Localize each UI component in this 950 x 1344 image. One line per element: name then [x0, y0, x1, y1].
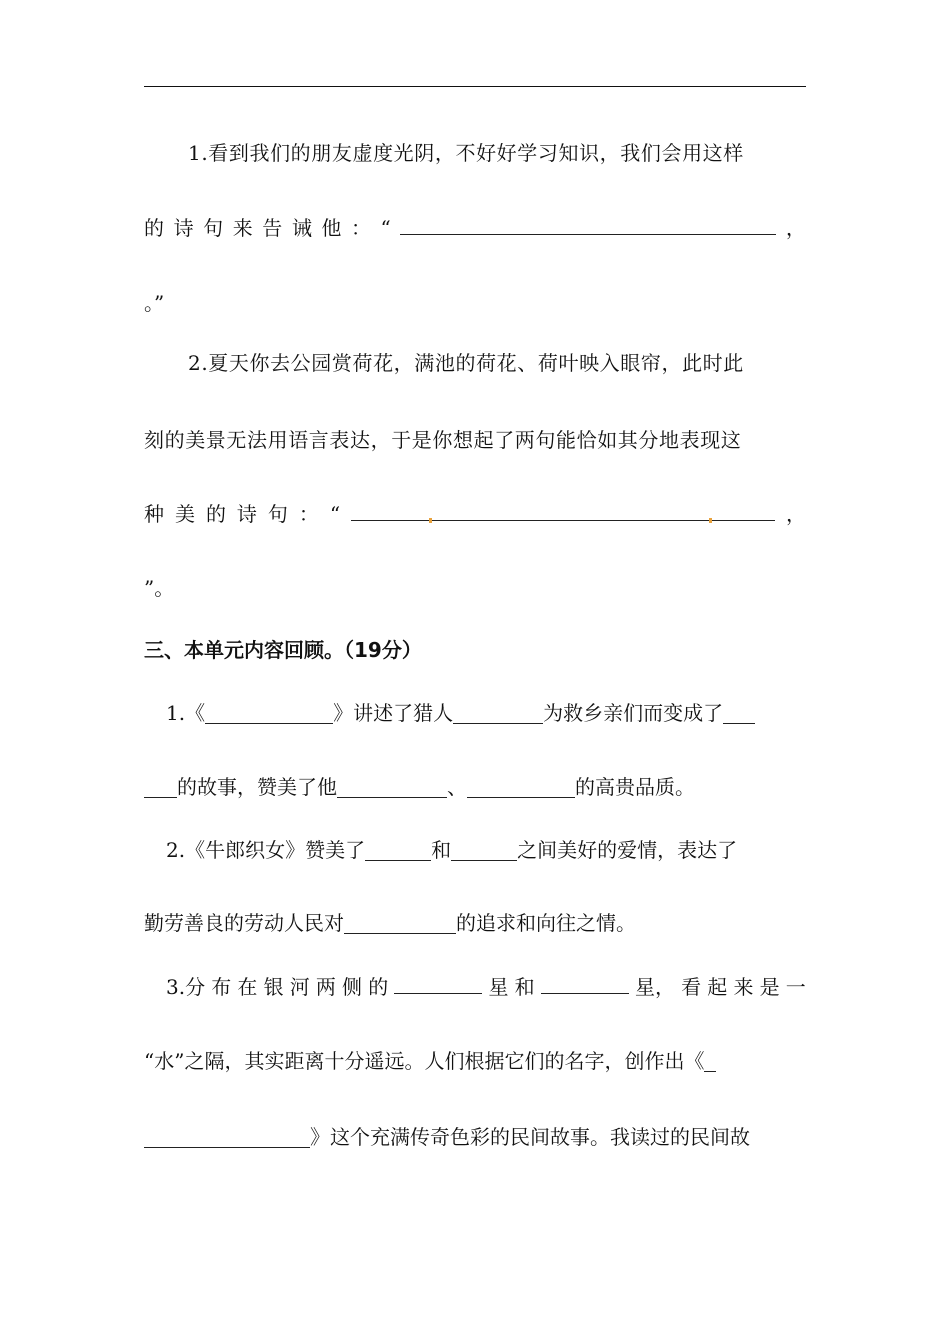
q2-char: 诗 [236, 502, 257, 526]
s3-q2-text: 的追求和向往之情。 [456, 911, 636, 935]
s3-q3-text: 星 [488, 975, 509, 999]
q1-char: 告 [262, 216, 283, 240]
q2-line-4: ”。 [144, 576, 175, 600]
star-blank-1[interactable] [394, 973, 482, 994]
quality-blank-1[interactable] [337, 777, 447, 798]
q1-line-3: 。” [144, 291, 165, 315]
s3-q3-text: 是 [759, 975, 780, 999]
s3-q3-text: 星， [634, 975, 675, 999]
q1-char: 句 [203, 216, 224, 240]
s3-q3-text: 来 [733, 975, 754, 999]
s3-q2-text: 和 [431, 838, 452, 862]
s3-q3-text: 侧 [342, 975, 363, 999]
s3-q3-text: 在 [237, 975, 258, 999]
star-blank-2[interactable] [541, 973, 629, 994]
q1-answer-blank[interactable] [400, 214, 776, 235]
quality-blank-2[interactable] [467, 777, 575, 798]
story-title-blank[interactable] [205, 703, 333, 724]
became-blank-end[interactable] [144, 777, 177, 798]
q2-line-2: 刻的美景无法用语言表达，于是你想起了两句能恰如其分地表现这 [144, 428, 742, 452]
s3-q2-text: 勤劳善良的劳动人民对 [144, 911, 344, 935]
s3-q3-text: 银 [263, 975, 284, 999]
s3-q3-line-2 [144, 1047, 806, 1075]
q1-char: 诫 [291, 216, 312, 240]
q2-answer-blank[interactable] [351, 500, 775, 521]
s3-q3-text: 起 [707, 975, 728, 999]
s3-q3-text: 一 [785, 975, 806, 999]
hunter-name-blank[interactable] [453, 703, 543, 724]
s3-q1-line-1 [144, 699, 806, 727]
q2-char: “ [329, 502, 341, 526]
q2-char: 句 [267, 502, 288, 526]
s3-q2-line-1 [144, 836, 806, 864]
q1-char: 他 [321, 216, 342, 240]
folk-tale-title-blank-start[interactable] [704, 1051, 716, 1072]
s3-q3-text: 和 [514, 975, 535, 999]
q2-line-3 [144, 500, 806, 528]
q2-char: 的 [205, 502, 226, 526]
s3-q1-text: 的故事，赞美了他 [177, 775, 337, 799]
s3-q3-line-3 [144, 1123, 806, 1151]
q1-char: ： [350, 216, 371, 240]
s3-q3-text: 看 [681, 975, 702, 999]
s3-q3-text: 》这个充满传奇色彩的民间故事。我读过的民间故 [310, 1125, 750, 1149]
q2-char: ， [785, 502, 806, 526]
s3-q3-text: 3.分 [166, 975, 206, 999]
q2-char: 美 [174, 502, 195, 526]
header-rule [144, 86, 806, 87]
q1-line-2 [144, 214, 806, 242]
s3-q3-text: 布 [211, 975, 232, 999]
s3-q2-text: 之间美好的爱情，表达了 [517, 838, 738, 862]
s3-q1-text: 为救乡亲们而变成了 [543, 701, 724, 725]
q1-char: 来 [232, 216, 253, 240]
pursuit-blank[interactable] [344, 913, 456, 934]
s3-q1-text: 的高贵品质。 [575, 775, 695, 799]
s3-q1-text: 、 [447, 775, 467, 799]
q2-char: ： [298, 502, 319, 526]
s3-q2-line-2 [144, 909, 806, 937]
s3-q3-line-1 [144, 973, 806, 1001]
folk-tale-title-blank-end[interactable] [144, 1127, 310, 1148]
q1-line-1: 1.看到我们的朋友虚度光阴，不好好学习知识，我们会用这样 [188, 141, 744, 165]
s3-q1-text: 》讲述了猎人 [333, 701, 454, 725]
q1-char: “ [380, 216, 391, 240]
section-3-heading: 三、本单元内容回顾。（19分） [144, 638, 422, 662]
s3-q2-text: 2.《牛郎织女》赞美了 [166, 838, 366, 862]
person-blank-1[interactable] [365, 840, 431, 861]
s3-q3-text: 的 [368, 975, 389, 999]
person-blank-2[interactable] [451, 840, 517, 861]
s3-q3-text: “水”之隔，其实距离十分遥远。人们根据它们的名字，创作出《 [144, 1049, 705, 1073]
q2-char: 种 [144, 502, 164, 526]
q1-char: ， [785, 216, 806, 240]
edit-marker [351, 500, 775, 520]
s3-q3-text: 河 [289, 975, 310, 999]
s3-q1-line-2 [144, 773, 806, 801]
q1-char: 的 [144, 216, 164, 240]
q2-line-1: 2.夏天你去公园赏荷花，满池的荷花、荷叶映入眼帘，此时此 [188, 351, 744, 375]
s3-q3-text: 两 [315, 975, 336, 999]
q1-char: 诗 [173, 216, 194, 240]
became-blank-start[interactable] [723, 703, 755, 724]
s3-q1-text: 1.《 [166, 701, 206, 725]
